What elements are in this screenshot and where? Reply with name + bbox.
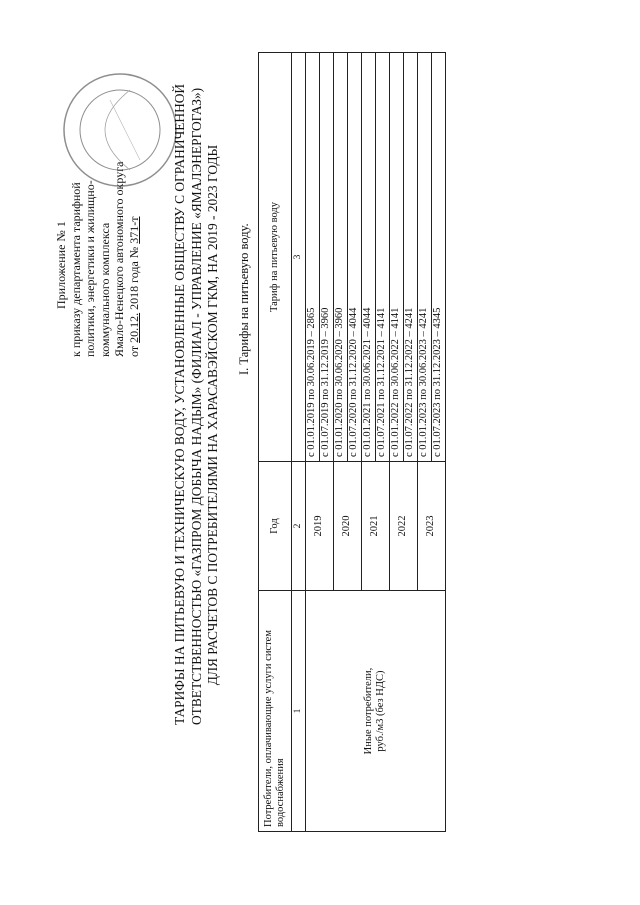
year-cell: 2023: [417, 462, 445, 591]
appendix-date: 20.12.: [126, 312, 141, 343]
year-cell: 2022: [389, 462, 417, 591]
tariff-table: [258, 52, 446, 832]
tariff-cell: с 01.07.2020 по 31.12.2020 – 4044: [347, 53, 361, 462]
section-heading: I. Тарифы на питьевую воду.: [237, 223, 251, 375]
table-header-row: [259, 53, 292, 832]
column-number-row: [292, 53, 306, 832]
consumer-group-cell: [305, 591, 445, 832]
tariff-cell: с 01.07.2023 по 31.12.2023 – 4345: [431, 53, 445, 462]
appendix-line-3: политики, энергетики и жилищно-: [83, 180, 98, 357]
year-cell: 2021: [361, 462, 389, 591]
appendix-line-4: коммунального комплекса: [97, 222, 112, 357]
document-title: [172, 83, 222, 725]
title-line-2: ОТВЕТСТВЕННОСТЬЮ «ГАЗПРОМ ДОБЫЧА НАДЫМ» (ФИЛИАЛ - УПРАВЛЕНИЕ «ЯМАЛЭНЕРГОГАЗ»): [188, 87, 204, 725]
appendix-line-2: к приказу департамента тарифной: [68, 182, 83, 357]
year-cell: 2019: [305, 462, 333, 591]
tariff-cell: с 01.07.2021 по 31.12.2021 – 4141: [375, 53, 389, 462]
header-tariff: Тариф на питьевую воду: [259, 53, 292, 462]
official-stamp-image: [60, 70, 180, 190]
header-consumers: Потребители, оплачивающие услуги систем водоснабжения: [259, 591, 292, 832]
appendix-date-prefix: от: [126, 345, 141, 357]
consumer-group-line-2: руб./м3 (без НДС): [375, 670, 386, 752]
title-line-1: ТАРИФЫ НА ПИТЬЕВУЮ И ТЕХНИЧЕСКУЮ ВОДУ, УСТАНОВЛЕННЫЕ ОБЩЕСТВУ С ОГРАНИЧЕННОЙ: [172, 83, 187, 725]
table-row: [305, 53, 319, 832]
tariff-cell: с 01.07.2022 по 31.12.2022 – 4241: [403, 53, 417, 462]
appendix-line-5: Ямало-Ненецкого автономного округа: [112, 161, 127, 357]
header-year: Год: [259, 462, 292, 591]
title-line-3: ДЛЯ РАСЧЕТОВ С ПОТРЕБИТЕЛЯМИ НА ХАРАСАВЭЙСКОМ ГКМ, НА 2019 - 2023 ГОДЫ: [205, 144, 220, 686]
appendix-title: Приложение № 1: [54, 221, 68, 309]
appendix-order-number: 371-т: [126, 216, 141, 244]
year-cell: 2020: [333, 462, 361, 591]
consumer-group-line-1: Иные потребители,: [362, 667, 374, 755]
appendix-year-text: 2018 года №: [126, 246, 141, 310]
tariff-cell: с 01.07.2019 по 31.12.2019 – 3960: [319, 53, 333, 462]
column-number-2: 2: [292, 462, 306, 591]
tariff-cell: с 01.01.2022 по 30.06.2022 – 4141: [389, 53, 403, 462]
column-number-1: 1: [292, 591, 306, 832]
tariff-cell: с 01.01.2023 по 30.06.2023 – 4241: [417, 53, 431, 462]
tariff-cell: с 01.01.2019 по 30.06.2019 – 2865: [305, 53, 319, 462]
tariff-cell: с 01.01.2021 по 30.06.2021 – 4044: [361, 53, 375, 462]
tariff-cell: с 01.01.2020 по 30.06.2020 – 3960: [333, 53, 347, 462]
column-number-3: 3: [292, 53, 306, 462]
